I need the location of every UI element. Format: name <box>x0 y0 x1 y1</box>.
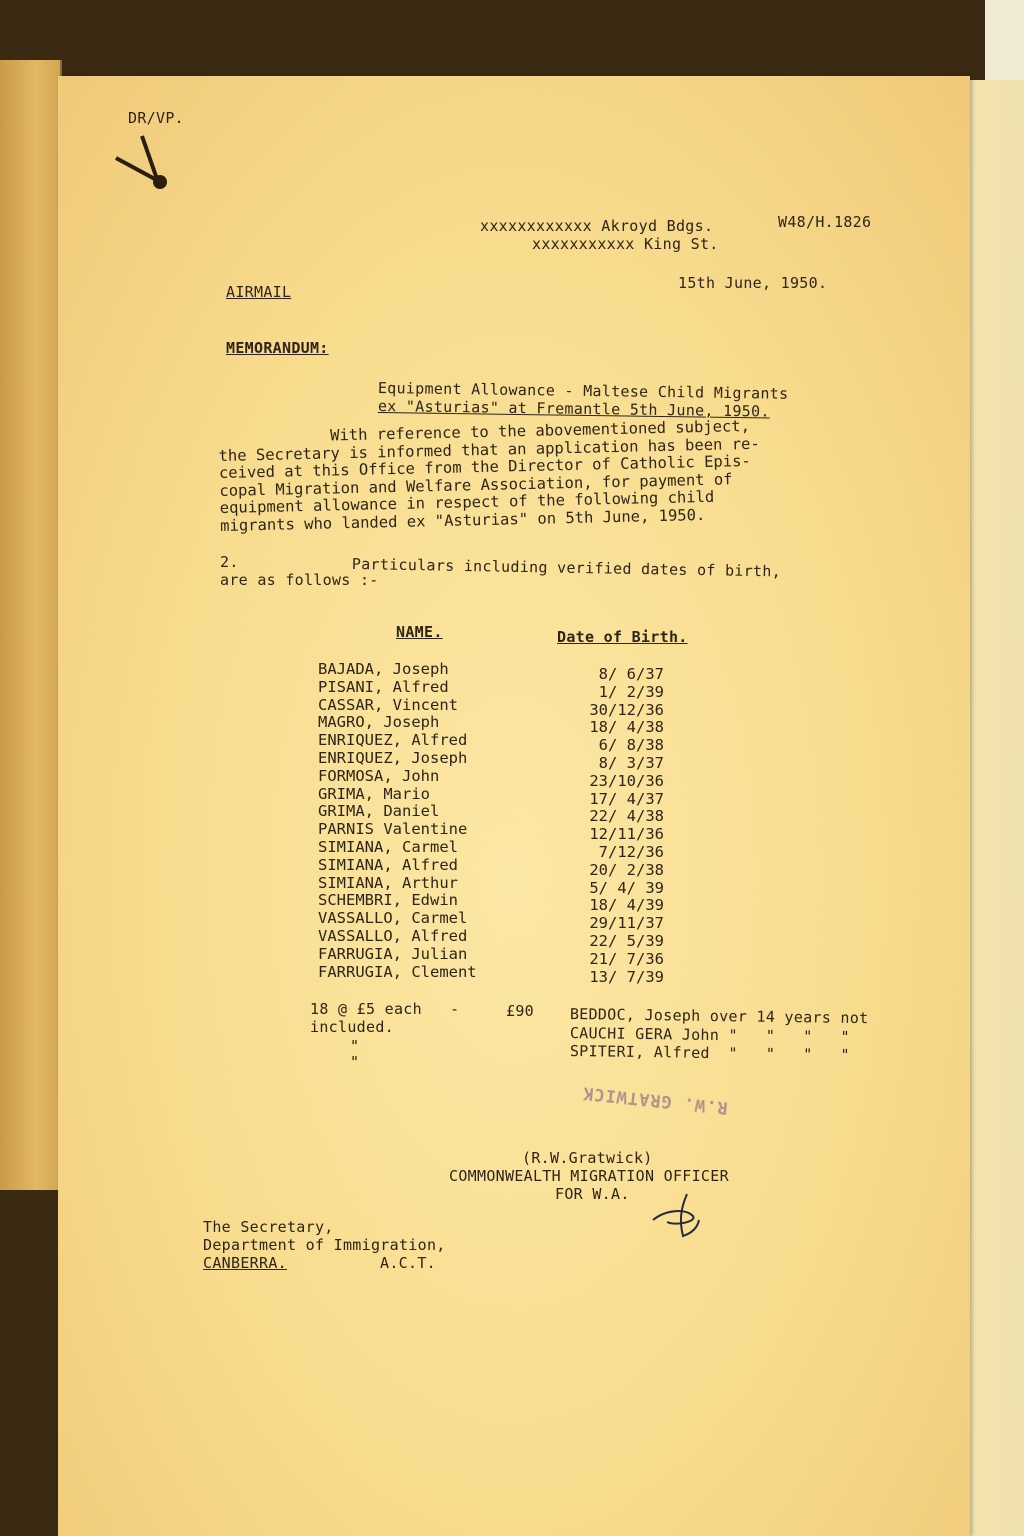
migrant-name: CASSAR, Vincent <box>318 695 458 714</box>
memo-date: 15th June, 1950. <box>678 274 828 292</box>
migrant-dob: 5/ 4/ 39 <box>589 878 664 897</box>
ditto-mark-2: " <box>350 1053 360 1071</box>
address-line-1: xxxxxxxxxxxx Akroyd Bdgs. <box>480 217 714 235</box>
signatory-region: FOR W.A. <box>555 1185 630 1203</box>
paragraph-1: With reference to the abovementioned subject, the Secretary is informed that an application has been re- ceived at this Office from the Director of Catholic Epis- copal Migration and Welfare Association, for payment of equipment allowance in respect of the following child migrants who landed ex "Asturias" on 5th June, 1950. <box>217 416 760 535</box>
migrant-dob: 8/ 6/37 <box>598 665 664 683</box>
migrant-name: PARNIS Valentine <box>318 820 468 839</box>
addressee-city: CANBERRA. <box>203 1254 287 1272</box>
migrant-dob: 23/10/36 <box>589 771 664 790</box>
migrant-dob: 6/ 8/38 <box>598 736 664 755</box>
excluded-migrant-3: SPITERI, Alfred " " " " <box>569 1042 850 1064</box>
migrant-dob: 18/ 4/38 <box>589 718 664 737</box>
migrant-dob: 12/11/36 <box>589 825 664 844</box>
migrant-name: SIMIANA, Alfred <box>318 855 458 874</box>
ditto-mark-1: " <box>350 1037 360 1055</box>
underlying-sheet-left <box>0 60 62 1190</box>
handwritten-initials-icon <box>645 1190 705 1240</box>
migrant-name: BAJADA, Joseph <box>318 660 449 678</box>
migrant-name: VASSALLO, Carmel <box>318 909 468 928</box>
excluded-migrant-1: BEDDOC, Joseph over 14 years not <box>569 1005 869 1028</box>
subject-line-2: ex "Asturias" at Fremantle 5th June, 1950. <box>377 397 770 421</box>
migrant-name: GRIMA, Mario <box>318 784 430 803</box>
migrant-dob: 22/ 5/39 <box>589 931 664 950</box>
migrant-dob: 7/12/36 <box>598 842 664 861</box>
migrant-name: FARRUGIA, Julian <box>318 944 468 963</box>
migrant-dob-list <box>564 666 664 986</box>
file-reference: W48/H.1826 <box>778 213 872 231</box>
migrant-dob: 30/12/36 <box>589 700 664 719</box>
name-stamp: R.W. GRATWICK <box>581 1082 729 1118</box>
migrant-name: SCHEMBRI, Edwin <box>318 891 458 910</box>
paragraph-2-number: 2. <box>220 553 239 571</box>
migrant-name: VASSALLO, Alfred <box>318 926 468 945</box>
address-line-2: xxxxxxxxxxx King St. <box>532 235 719 253</box>
total-line: 18 @ £5 each - <box>310 1000 460 1018</box>
migrant-dob: 18/ 4/39 <box>589 896 664 915</box>
migrant-dob: 20/ 2/38 <box>589 860 664 879</box>
migrant-name: PISANI, Alfred <box>318 677 449 696</box>
addressee-territory: A.C.T. <box>380 1254 436 1272</box>
memorandum-heading: MEMORANDUM: <box>226 339 329 357</box>
migrant-name-list <box>318 661 477 981</box>
paragraph-2-line-1: Particulars including verified dates of birth, <box>351 555 782 581</box>
migrant-name: FARRUGIA, Clement <box>318 962 477 981</box>
migrant-dob: 29/11/37 <box>589 914 664 933</box>
addressee-line-2: Department of Immigration, <box>203 1236 446 1254</box>
migrant-dob: 1/ 2/39 <box>598 682 664 701</box>
migrant-dob: 8/ 3/37 <box>598 753 664 772</box>
memo-page <box>58 76 970 1536</box>
ref-initials: DR/VP. <box>128 109 184 127</box>
migrant-name: FORMOSA, John <box>318 766 440 785</box>
migrant-name: GRIMA, Daniel <box>318 802 440 821</box>
paragraph-2-line-2: are as follows :- <box>220 571 379 589</box>
migrant-name: SIMIANA, Arthur <box>318 873 458 892</box>
signatory-name: (R.W.Gratwick) <box>522 1149 653 1167</box>
signatory-title: COMMONWEALTH MIGRATION OFFICER <box>449 1167 729 1185</box>
name-column-header: NAME. <box>396 623 443 641</box>
migrant-dob: 21/ 7/36 <box>589 949 664 968</box>
migrant-dob: 22/ 4/38 <box>589 807 664 826</box>
airmail-label: AIRMAIL <box>226 283 292 301</box>
included-label: included. <box>310 1018 394 1036</box>
addressee-line-1: The Secretary, <box>203 1218 334 1236</box>
migrant-name: SIMIANA, Carmel <box>318 837 458 856</box>
migrant-name: MAGRO, Joseph <box>318 713 440 732</box>
paper-clip-pin-icon <box>112 130 182 200</box>
dob-column-header: Date of Birth. <box>557 628 688 646</box>
migrant-dob: 13/ 7/39 <box>589 967 664 986</box>
excluded-migrant-2: CAUCHI GERA John " " " " <box>569 1024 850 1046</box>
total-amount: £90 <box>506 1002 534 1020</box>
subject-line-1: Equipment Allowance - Maltese Child Migrants <box>377 379 789 403</box>
migrant-dob: 17/ 4/37 <box>589 789 664 808</box>
migrant-name: ENRIQUEZ, Alfred <box>318 731 468 750</box>
migrant-name: ENRIQUEZ, Joseph <box>318 748 468 767</box>
